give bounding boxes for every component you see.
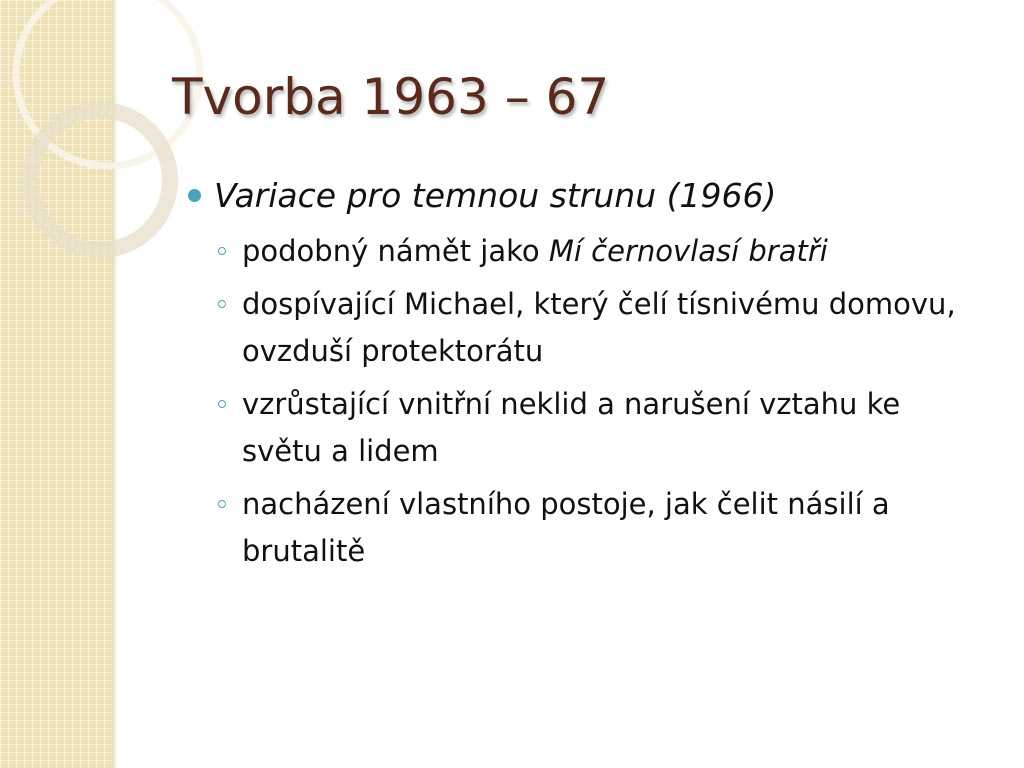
sub-bullet (188, 481, 978, 575)
sub-bullet-text: nacházení vlastního postoje, jak čelit násilí a brutalitě (242, 487, 890, 568)
slide-content (188, 172, 978, 581)
decorative-ring-lower (30, 110, 170, 250)
sub-bullet (188, 381, 978, 475)
decorative-rings (0, 0, 200, 300)
sub-bullet (188, 228, 978, 275)
slide-title: Tvorba 1963 – 67 (172, 68, 610, 126)
sub-bullet-italic-title: Mí černovlasí bratři (548, 234, 828, 268)
sub-bullet-text: dospívající Michael, který čelí tísnivému domovu, ovzduší protektorátu (242, 287, 956, 368)
sub-bullet-ring-icon (218, 300, 226, 308)
sub-bullet-ring-icon (218, 500, 226, 508)
main-bullet (188, 172, 978, 220)
main-bullet-dot (188, 189, 201, 202)
sub-bullet-ring-icon (218, 247, 226, 255)
main-bullet-text: Variace pro temnou strunu (1966) (214, 176, 777, 215)
sub-bullet-text: vzrůstající vnitřní neklid a narušení vztahu ke světu a lidem (242, 387, 901, 468)
sub-bullet-text: podobný námět jako (242, 234, 549, 268)
sub-bullet (188, 281, 978, 375)
sub-bullet-ring-icon (218, 400, 226, 408)
